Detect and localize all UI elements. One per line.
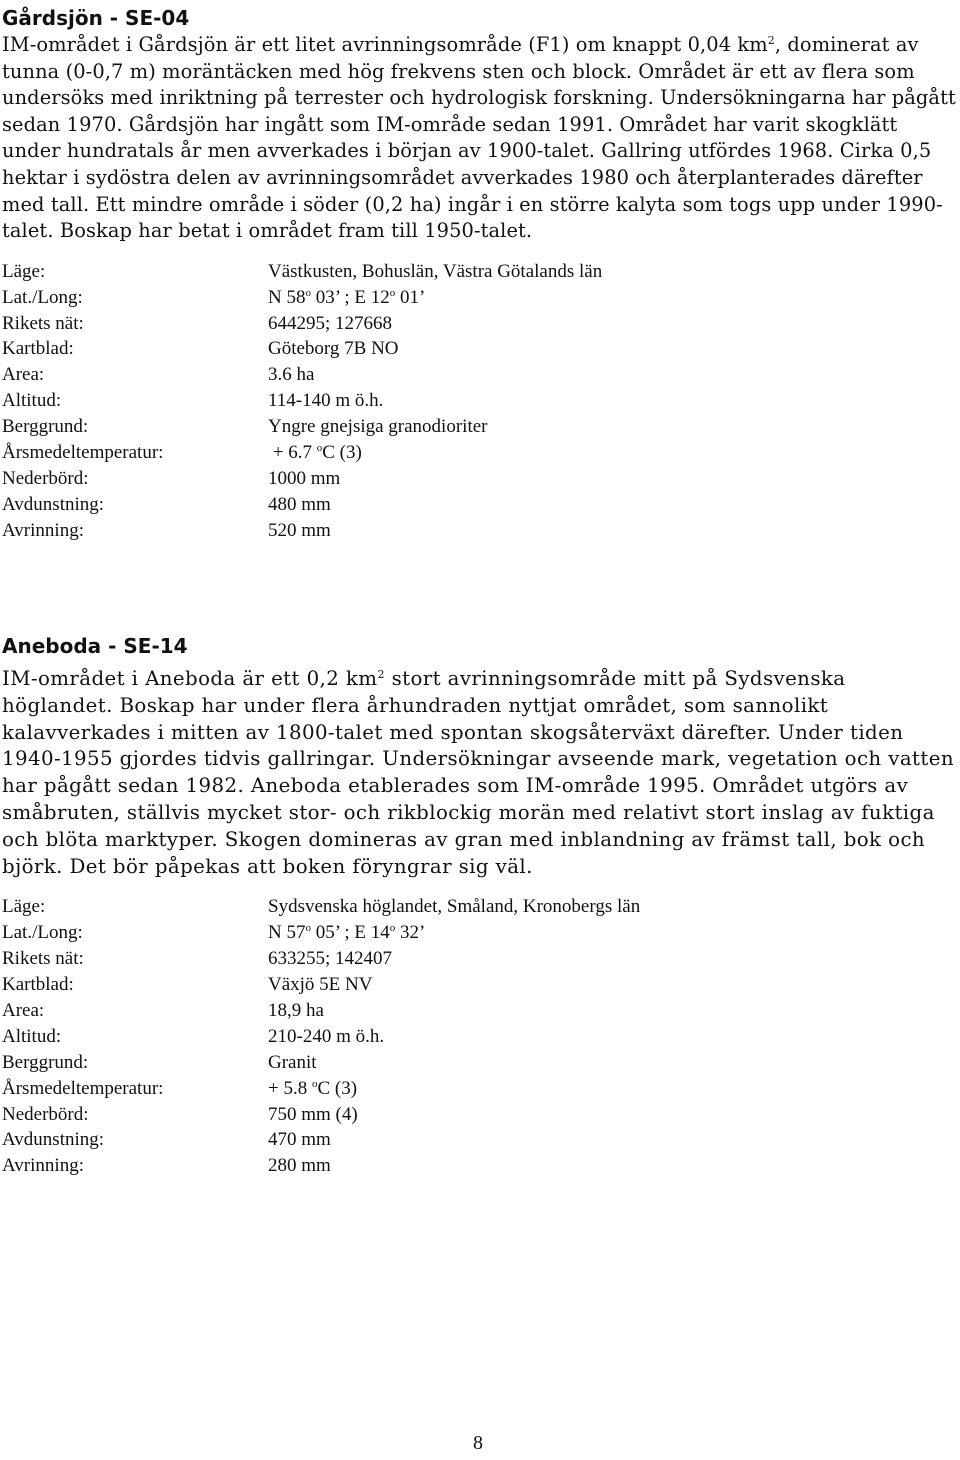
- fact-row-rikets-nat: [2, 311, 958, 337]
- temperature-value: + 5.8: [268, 1077, 312, 1099]
- fact-row-berggrund: [2, 1050, 958, 1076]
- fact-row-area: [2, 362, 958, 388]
- facts-table: [2, 894, 958, 1179]
- fact-label: Kartblad:: [2, 974, 74, 996]
- latitude-degrees: N 57: [268, 922, 306, 944]
- fact-label: Area:: [2, 364, 45, 386]
- degree-symbol: o: [305, 922, 311, 935]
- fact-value: 3.6 ha: [268, 364, 315, 386]
- description-text-start: IM-området i Gårdsjön är ett litet avrinningsområde (F1) om knappt 0,04 km: [2, 33, 768, 56]
- fact-label: Berggrund:: [2, 1051, 89, 1073]
- fact-row-nederbord: [2, 1102, 958, 1128]
- fact-row-altitud: [2, 388, 958, 414]
- fact-row-avdunstning: [2, 492, 958, 518]
- section-aneboda: [2, 632, 958, 1179]
- page-number: 8: [473, 1432, 483, 1454]
- fact-row-avdunstning: [2, 1127, 958, 1153]
- fact-label: Avdunstning:: [2, 493, 105, 515]
- section-heading: Aneboda - SE-14: [2, 634, 188, 658]
- fact-row-altitud: [2, 1024, 958, 1050]
- fact-row-rikets-nat: [2, 946, 958, 972]
- fact-row-kartblad: [2, 972, 958, 998]
- section-gardsjon: [2, 4, 958, 544]
- fact-label: Avdunstning:: [2, 1129, 105, 1151]
- fact-row-temperature: [2, 1076, 958, 1102]
- fact-label: Årsmedeltemperatur:: [2, 1077, 164, 1099]
- fact-value: 18,9 ha: [268, 999, 324, 1021]
- fact-row-kartblad: [2, 336, 958, 362]
- fact-label: Lat./Long:: [2, 922, 83, 944]
- fact-label: Årsmedeltemperatur:: [2, 441, 164, 463]
- facts-table: [2, 259, 958, 544]
- fact-row-nederbord: [2, 466, 958, 492]
- superscript-squared: 2: [767, 34, 775, 47]
- fact-value-temperature: [268, 1076, 958, 1102]
- fact-value: Göteborg 7B NO: [268, 338, 399, 360]
- fact-value: Granit: [268, 1051, 317, 1073]
- fact-value-coordinates: [268, 920, 958, 946]
- section-description: [2, 32, 958, 245]
- fact-label: Altitud:: [2, 390, 62, 412]
- fact-row-temperature: [2, 440, 958, 466]
- fact-label: Avrinning:: [2, 1155, 84, 1177]
- longitude-minutes: 32’: [395, 922, 426, 944]
- fact-label: Lat./Long:: [2, 286, 83, 308]
- fact-value: Västkusten, Bohuslän, Västra Götalands län: [268, 260, 603, 282]
- fact-value: 520 mm: [268, 519, 331, 541]
- fact-label: Altitud:: [2, 1025, 62, 1047]
- fact-value: 280 mm: [268, 1155, 331, 1177]
- fact-value: Växjö 5E NV: [268, 974, 373, 996]
- fact-row-latlong: [2, 920, 958, 946]
- fact-label: Nederbörd:: [2, 1103, 89, 1125]
- fact-value: 644295; 127668: [268, 312, 393, 334]
- degree-symbol: o: [389, 286, 396, 299]
- fact-row-avrinning: [2, 518, 958, 544]
- longitude-minutes: 01’: [395, 286, 426, 308]
- fact-value: 1000 mm: [268, 467, 341, 489]
- latitude-minutes-longitude-degrees: 03’ ; E 12: [310, 286, 390, 308]
- fact-value-temperature: [268, 440, 958, 466]
- section-description: [2, 666, 958, 880]
- fact-label: Rikets nät:: [2, 948, 84, 970]
- fact-row-area: [2, 998, 958, 1024]
- fact-label: Läge:: [2, 896, 46, 918]
- fact-value: 114-140 m ö.h.: [268, 390, 384, 412]
- degree-symbol: o: [316, 441, 323, 454]
- fact-row-latlong: [2, 285, 958, 311]
- degree-symbol: o: [389, 922, 396, 935]
- latitude-degrees: N 58: [268, 286, 306, 308]
- latitude-minutes-longitude-degrees: 05’ ; E 14: [310, 922, 390, 944]
- fact-label: Rikets nät:: [2, 312, 84, 334]
- fact-label: Läge:: [2, 260, 46, 282]
- degree-symbol: o: [311, 1077, 318, 1090]
- fact-value: 750 mm (4): [268, 1103, 358, 1125]
- temperature-unit: C (3): [322, 441, 362, 463]
- fact-value: 210-240 m ö.h.: [268, 1025, 385, 1047]
- fact-label: Nederbörd:: [2, 467, 89, 489]
- fact-value: 470 mm: [268, 1129, 331, 1151]
- superscript-squared: 2: [377, 668, 385, 681]
- fact-value: Yngre gnejsiga granodioriter: [268, 416, 488, 438]
- fact-row-berggrund: [2, 414, 958, 440]
- degree-symbol: o: [305, 286, 311, 299]
- fact-value-coordinates: [268, 285, 958, 311]
- fact-value: 480 mm: [268, 493, 331, 515]
- description-text-rest: , dominerat av tunna (0-0,7 m) moräntäcken med hög frekvens sten och block. Området är ett av flera som undersöks med inriktning på terrester och hydrologisk forskning. Undersökningarna har pågått sedan 1970. Gårdsjön har ingått som IM-område sedan 1991. Området har varit skogklätt under hundratals år men avverkades i början av 1900-talet. Gallring utfördes 1968. Cirka 0,5 hektar i sydöstra delen av avrinningsområdet avverkades 1980 och återplanterades därefter med tall. Ett mindre område i söder (0,2 ha) ingår i en större kalyta som togs upp under 1990-talet. Boskap har betat i området fram till 1950-talet.: [2, 33, 956, 243]
- fact-label: Avrinning:: [2, 519, 84, 541]
- fact-row-lage: [2, 259, 958, 285]
- fact-value: Sydsvenska höglandet, Småland, Kronobergs län: [268, 896, 641, 918]
- fact-label: Berggrund:: [2, 416, 89, 438]
- description-text-rest: stort avrinningsområde mitt på Sydsvenska höglandet. Boskap har under flera århundraden nyttjat området, som sannolikt kalavverkades i mitten av 1800-talet med spontan skogsåterväxt därefter. Under tiden 1940-1955 gjordes tidvis gallringar. Undersökningar avseende mark, vegetation och vatten har pågått sedan 1982. Aneboda etablerades som IM-område 1995. Området utgörs av småbruten, ställvis mycket stor- och rikblockig morän med relativt stort inslag av fuktiga och blöta marktyper. Skogen domineras av gran med inblandning av främst tall, bok och björk. Det bör påpekas att boken föryngrar sig väl.: [2, 667, 954, 878]
- fact-label: Kartblad:: [2, 338, 74, 360]
- fact-value: 633255; 142407: [268, 948, 393, 970]
- section-heading: Gårdsjön - SE-04: [2, 6, 190, 30]
- temperature-unit: C (3): [317, 1077, 358, 1099]
- description-text-start: IM-området i Aneboda är ett 0,2 km: [2, 667, 378, 690]
- temperature-value: + 6.7: [268, 441, 317, 463]
- fact-row-avrinning: [2, 1153, 958, 1179]
- fact-label: Area:: [2, 999, 45, 1021]
- fact-row-lage: [2, 894, 958, 920]
